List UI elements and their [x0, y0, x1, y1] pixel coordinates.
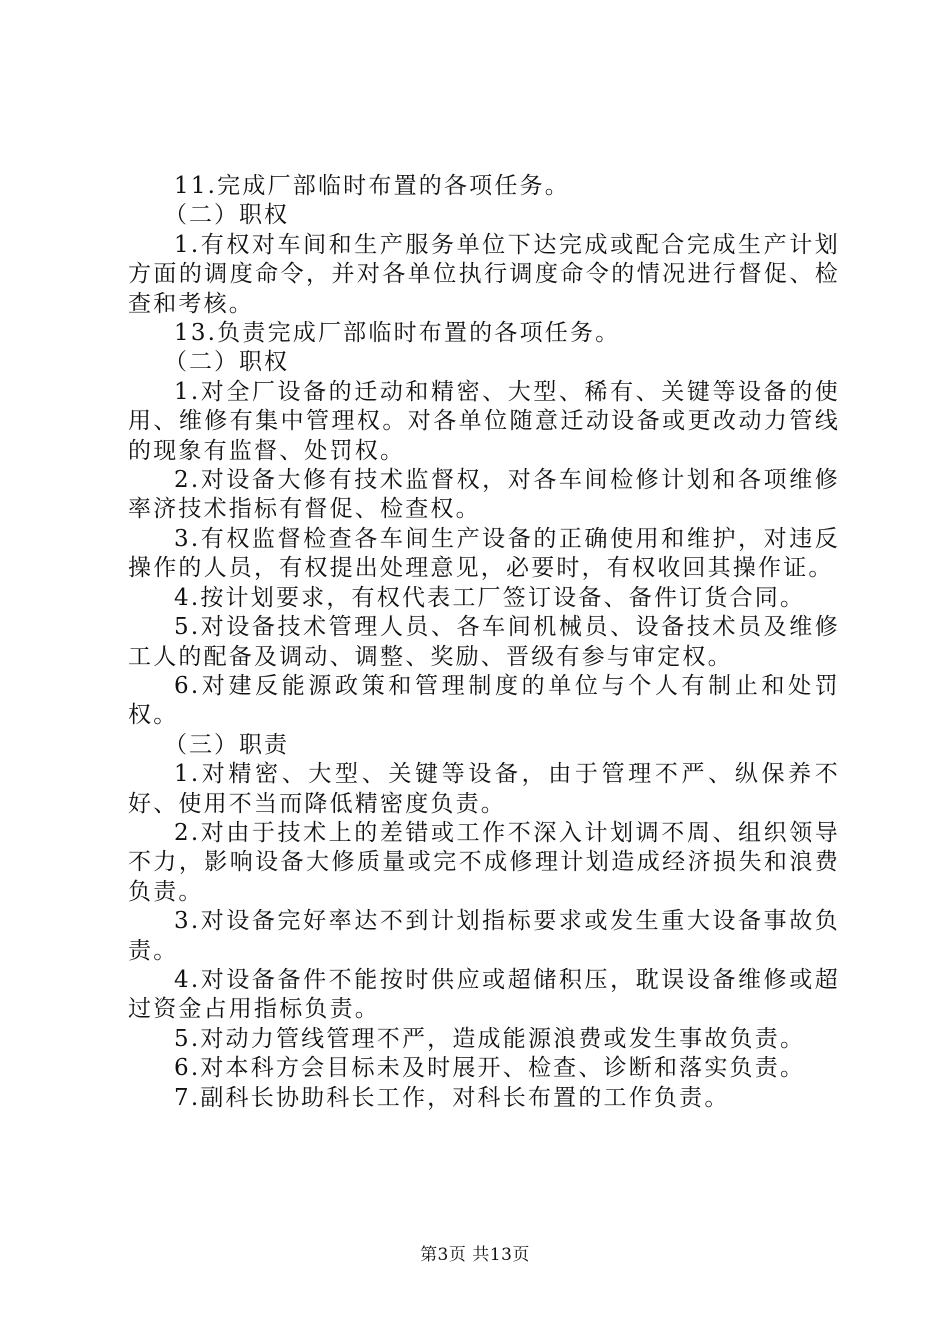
paragraph-responsibility-5: 5.对动力管线管理不严，造成能源浪费或发生事故负责。 — [174, 1025, 806, 1052]
paragraph-responsibility-3: 3.对设备完好率达不到计划指标要求或发生重大设备事故负责。 — [128, 908, 840, 964]
paragraph-responsibility-7: 7.副科长协助科长工作，对科长布置的工作负责。 — [174, 1084, 730, 1111]
page-number-footer: 第3页 共13页 — [420, 1245, 530, 1265]
paragraph-authority-3: 3.有权监督检查各车间生产设备的正确使用和维护，对违反操作的人员，有权提出处理意见，必要时，有权收回其操作证。 — [128, 525, 840, 582]
paragraph-responsibility-4: 4.对设备备件不能按时供应或超储积压，耽误设备维修或超过资金占用指标负责。 — [128, 966, 840, 1023]
paragraph-item-13: 13.负责完成厂部临时布置的各项任务。 — [174, 320, 621, 347]
paragraph-authority-4: 4.按计划要求，有权代表工厂签订设备、备件订货合同。 — [174, 584, 806, 611]
paragraph-authority-1: 1.对全厂设备的迁动和精密、大型、稀有、关键等设备的使用、维修有集中管理权。对各单位随意迁动设备或更改动力管线的现象有监督、处罚权。 — [128, 378, 840, 464]
paragraph-dispatch-authority: 1.有权对车间和生产服务单位下达完成或配合完成生产计划方面的调度命令，并对各单位执行调度命令的情况进行督促、检查和考核。 — [128, 231, 840, 317]
section-heading-authority-2: （二）职权 — [164, 349, 289, 376]
paragraph-item-11: 11.完成厂部临时布置的各项任务。 — [174, 173, 570, 199]
document-body — [128, 172, 840, 1113]
section-heading-responsibility: （三）职责 — [164, 731, 289, 758]
paragraph-authority-6: 6.对建反能源政策和管理制度的单位与个人有制止和处罚权。 — [128, 672, 840, 729]
paragraph-authority-5: 5.对设备技术管理人员、各车间机械员、设备技术员及维修工人的配备及调动、调整、奖励、晋级有参与审定权。 — [128, 614, 840, 670]
paragraph-authority-2: 2.对设备大修有技术监督权，对各车间检修计划和各项维修率济技术指标有督促、检查权。 — [128, 467, 840, 523]
paragraph-responsibility-6: 6.对本科方会目标未及时展开、检查、诊断和落实负责。 — [174, 1055, 806, 1082]
section-heading-authority: （二）职权 — [164, 202, 289, 229]
paragraph-responsibility-1: 1.对精密、大型、关键等设备，由于管理不严、纵保养不好、使用不当而降低精密度负责。 — [128, 761, 840, 817]
paragraph-responsibility-2: 2.对由于技术上的差错或工作不深入计划调不周、组织领导不力，影响设备大修质量或完不成修理计划造成经济损失和浪费负责。 — [128, 819, 840, 905]
